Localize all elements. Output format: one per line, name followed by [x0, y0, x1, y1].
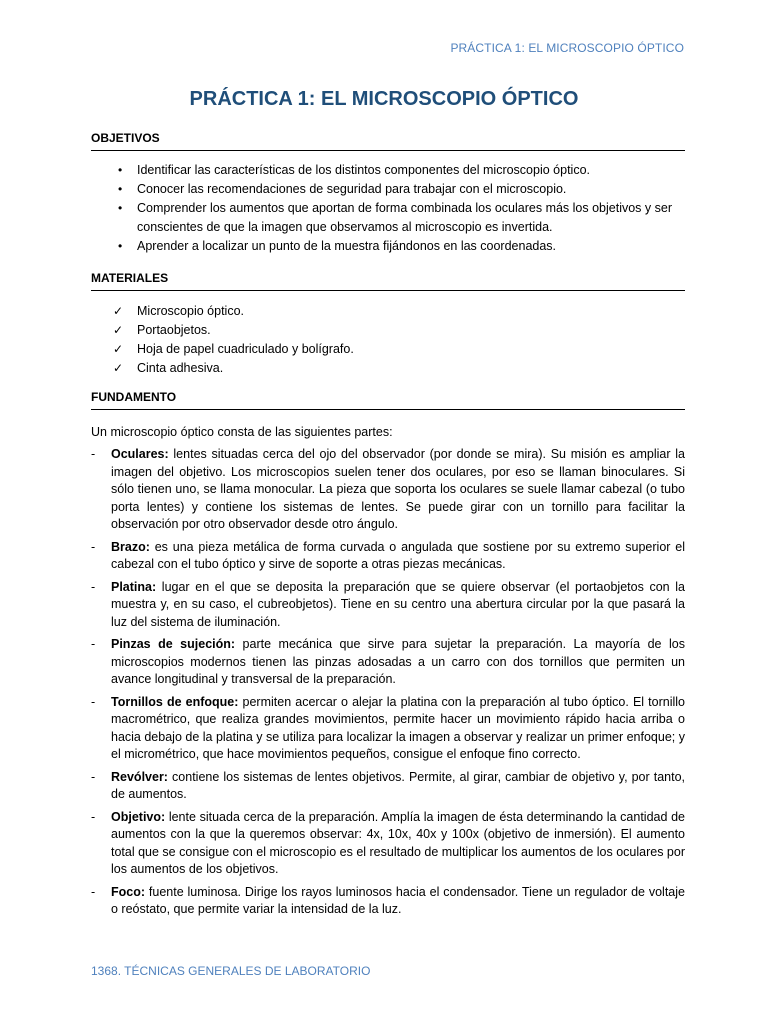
list-item-text: Comprender los aumentos que aportan de forma combinada los oculares más los objetivos y ser conscientes de que la imagen que observamos al microscopio es invertida.	[137, 201, 672, 234]
part-term: Tornillos de enfoque:	[111, 694, 239, 709]
bullet-icon: •	[118, 182, 123, 196]
section-heading-objetivos: OBJETIVOS	[91, 131, 685, 151]
microscope-parts-list	[91, 446, 685, 924]
checkmark-icon: ✓	[113, 361, 124, 375]
dash-icon: -	[91, 447, 96, 461]
bullet-icon: •	[118, 163, 123, 177]
list-item	[91, 340, 685, 359]
list-item-text: Microscopio óptico.	[137, 304, 244, 318]
part-term: Revólver:	[111, 769, 168, 784]
dash-icon: -	[91, 769, 96, 784]
part-term: Foco:	[111, 884, 146, 899]
list-item	[91, 237, 685, 256]
part-description: lentes situadas cerca del ojo del observador (por donde se mira). Su misión es ampliar la imagen del objetivo. Los microscopios suelen tener dos oculares, por eso se llaman binoculares. Si sólo tienen uno, se llama monocular. La pieza que soporta los oculares se suele llamar cabezal (o tubo porta lentes) y contiene los sistemas de lentes. Se puede girar con un tornillo para facilitar la observación por otro observador desde otro ángulo.	[111, 447, 685, 531]
part-description: es una pieza metálica de forma curvada o angulada que sostiene por su extremo superior el cabezal con el tubo óptico y sirve de soporte a otras piezas mecánicas.	[111, 539, 685, 571]
fundamento-intro: Un microscopio óptico consta de las siguientes partes:	[91, 425, 393, 439]
list-item	[91, 636, 685, 689]
checkmark-icon: ✓	[113, 323, 124, 337]
list-item-text: Identificar las características de los distintos componentes del microscopio óptico.	[137, 163, 590, 177]
list-item	[91, 321, 685, 340]
part-term: Platina:	[111, 579, 157, 594]
part-term: Oculares:	[111, 447, 169, 461]
section-heading-fundamento: FUNDAMENTO	[91, 390, 685, 410]
section-heading-materiales: MATERIALES	[91, 271, 685, 291]
checkmark-icon: ✓	[113, 342, 124, 356]
part-description: contiene los sistemas de lentes objetivos. Permite, al girar, cambiar de objetivo y, por tanto, de aumentos.	[111, 769, 685, 801]
checkmark-icon: ✓	[113, 304, 124, 318]
materiales-list	[91, 302, 685, 378]
list-item	[91, 359, 685, 378]
part-description: permiten acercar o alejar la platina con la preparación al tubo óptico. El tornillo macrométrico, que realiza grandes movimientos, permite hacer un movimiento rápido hacia arriba o hacia debajo de la platina y se utiliza para localizar la imagen a observar y realizar un primer enfoque; y el micrométrico, que hace movimientos pequeños, consigue el enfoque fino correcto.	[111, 694, 685, 761]
list-item-text: Conocer las recomendaciones de seguridad para trabajar con el microscopio.	[137, 182, 567, 196]
list-item	[91, 302, 685, 321]
list-item-text: Cinta adhesiva.	[137, 361, 224, 375]
dash-icon: -	[91, 637, 96, 651]
bullet-icon: •	[118, 201, 123, 215]
part-description: lente situada cerca de la preparación. Amplía la imagen de ésta determinando la cantidad de aumentos con la que la queremos observar: 4x, 10x, 40x y 100x (objetivo de inmersión). El aumento total que se consigue con el microscopio es el resultado de multiplicar los aumentos de los oculares por los aumentos de los objetivos.	[111, 809, 685, 876]
list-item	[91, 884, 685, 919]
bullet-icon: •	[118, 239, 123, 253]
list-item-text: Portaobjetos.	[137, 323, 211, 337]
dash-icon: -	[91, 539, 96, 554]
part-term: Objetivo:	[111, 809, 166, 824]
list-item	[91, 769, 685, 804]
list-item-text: Hoja de papel cuadriculado y bolígrafo.	[137, 342, 354, 356]
objetivos-list	[91, 161, 685, 256]
dash-icon: -	[91, 694, 96, 709]
dash-icon: -	[91, 884, 96, 899]
list-item	[91, 694, 685, 764]
list-item	[91, 180, 685, 199]
dash-icon: -	[91, 809, 96, 824]
dash-icon: -	[91, 579, 96, 594]
running-footer: 1368. TÉCNICAS GENERALES DE LABORATORIO	[91, 964, 371, 978]
list-item	[91, 199, 685, 237]
part-term: Pinzas de sujeción:	[111, 637, 236, 651]
part-term: Brazo:	[111, 539, 150, 554]
part-description: parte mecánica que sirve para sujetar la preparación. La mayoría de los microscopios modernos tienen las pinzas adosadas a un carro con dos tornillos que permiten un avance longitudinal y transversal de la preparación.	[111, 637, 685, 686]
list-item	[91, 579, 685, 632]
list-item	[91, 446, 685, 534]
list-item-text: Aprender a localizar un punto de la muestra fijándonos en las coordenadas.	[137, 239, 557, 253]
part-description: fuente luminosa. Dirige los rayos luminosos hacia el condensador. Tiene un regulador de voltaje o reóstato, que permite variar la intensidad de la luz.	[111, 884, 685, 916]
list-item	[91, 809, 685, 879]
list-item	[91, 161, 685, 180]
list-item	[91, 539, 685, 574]
part-description: lugar en el que se deposita la preparación que se quiere observar (el portaobjetos con la muestra y, en su caso, el cubreobjetos). Tiene en su centro una abertura circular por la que pasará la luz del sistema de iluminación.	[111, 579, 685, 629]
running-header: PRÁCTICA 1: EL MICROSCOPIO ÓPTICO	[450, 41, 684, 55]
page-title: PRÁCTICA 1: EL MICROSCOPIO ÓPTICO	[189, 88, 579, 110]
